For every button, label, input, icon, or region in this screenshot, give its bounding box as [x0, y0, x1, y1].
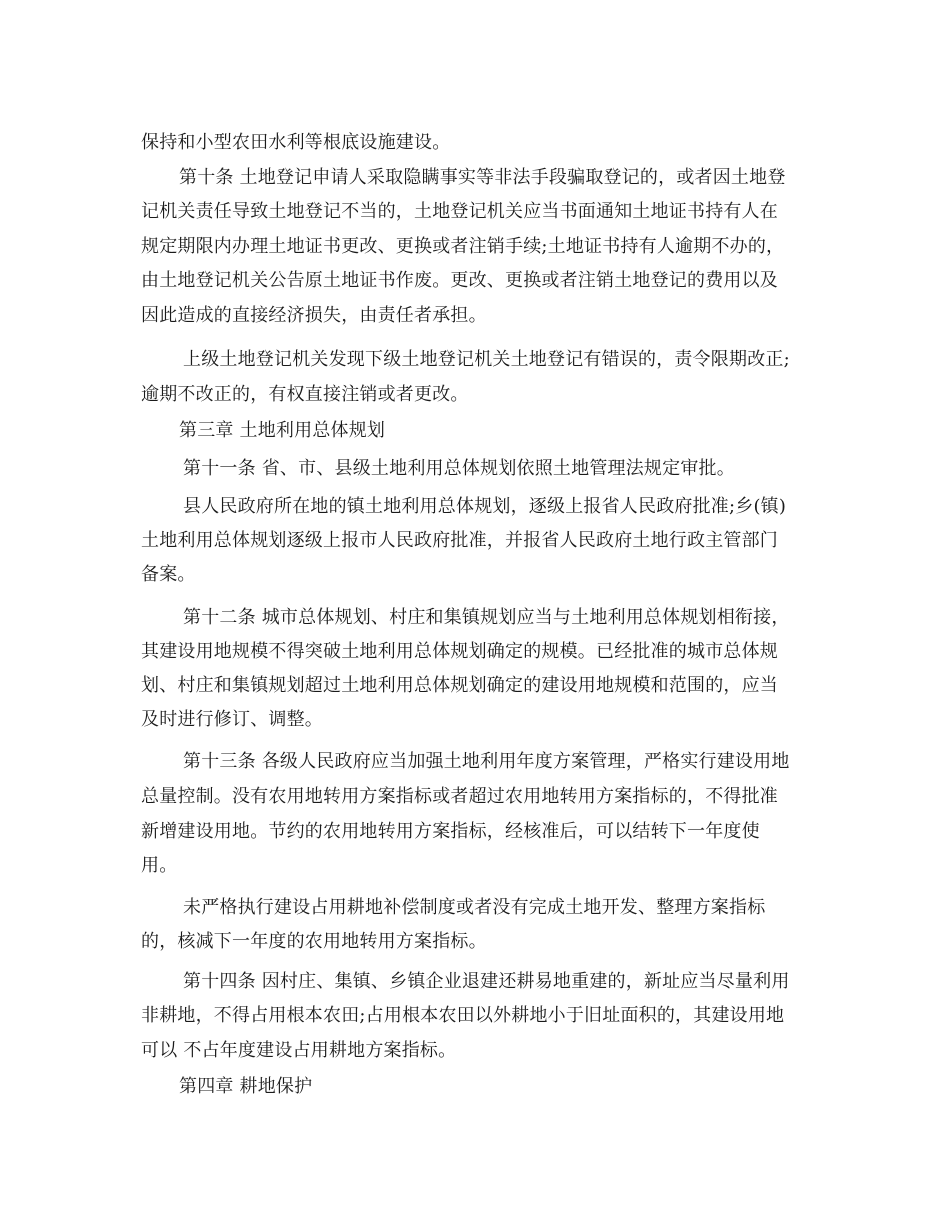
text-line: 的，核减下一年度的农用地转用方案指标。	[141, 931, 487, 952]
text-line: 新增建设用地。节约的农用地转用方案指标，经核准后，可以结转下一年度使	[141, 821, 760, 842]
text-line: 土地利用总体规划逐级上报市人民政府批准，并报省人民政府土地行政主管部门	[141, 530, 778, 551]
chapter-4-heading: 第四章 耕地保护	[179, 1076, 313, 1097]
paragraph-start-line: 县人民政府所在地的镇土地利用总体规划，逐级上报省人民政府批准;乡(镇)	[183, 496, 787, 517]
article-10-heading-line: 第十条 土地登记申请人采取隐瞒事实等非法手段骗取登记的，或者因土地登	[179, 167, 786, 188]
paragraph-start-line: 未严格执行建设占用耕地补偿制度或者没有完成土地开发、整理方案指标	[183, 897, 766, 918]
article-13-heading-line: 第十三条 各级人民政府应当加强土地利用年度方案管理，严格实行建设用地	[183, 751, 790, 772]
text-line: 备案。	[141, 564, 196, 585]
article-11-heading-line: 第十一条 省、市、县级土地利用总体规划依照土地管理法规定审批。	[183, 458, 735, 479]
text-line: 因此造成的直接经济损失，由责任者承担。	[141, 305, 487, 326]
text-line: 用。	[141, 855, 178, 876]
text-line: 由土地登记机关公告原土地证书作废。更改、更换或者注销土地登记的费用以及	[141, 270, 778, 291]
text-line: 非耕地，不得占用根本农田;占用根本农田以外耕地小于旧址面积的，其建设用地	[141, 1005, 785, 1026]
text-line: 及时进行修订、调整。	[141, 709, 323, 730]
article-14-heading-line: 第十四条 因村庄、集镇、乡镇企业退建还耕易地重建的，新址应当尽量利用	[183, 971, 790, 992]
text-line: 总量控制。没有农用地转用方案指标或者超过农用地转用方案指标的，不得批准	[141, 786, 778, 807]
text-line: 保持和小型农田水利等根底设施建设。	[141, 132, 451, 153]
text-line: 规定期限内办理土地证书更改、更换或者注销手续;土地证书持有人逾期不办的，	[141, 236, 785, 257]
text-line: 划、村庄和集镇规划超过土地利用总体规划确定的建设用地规模和范围的，应当	[141, 675, 778, 696]
paragraph-start-line: 上级土地登记机关发现下级土地登记机关土地登记有错误的，责令限期改正;	[183, 349, 790, 370]
text-line: 记机关责任导致土地登记不当的，土地登记机关应当书面通知土地证书持有人在	[141, 201, 778, 222]
text-line: 可以 不占年度建设占用耕地方案指标。	[141, 1040, 457, 1061]
text-line: 其建设用地规模不得突破土地利用总体规划确定的规模。已经批准的城市总体规	[141, 641, 778, 662]
text-line: 逾期不改正的，有权直接注销或者更改。	[141, 384, 469, 405]
chapter-3-heading: 第三章 土地利用总体规划	[179, 420, 386, 441]
article-12-heading-line: 第十二条 城市总体规划、村庄和集镇规划应当与土地利用总体规划相衔接，	[183, 607, 790, 628]
